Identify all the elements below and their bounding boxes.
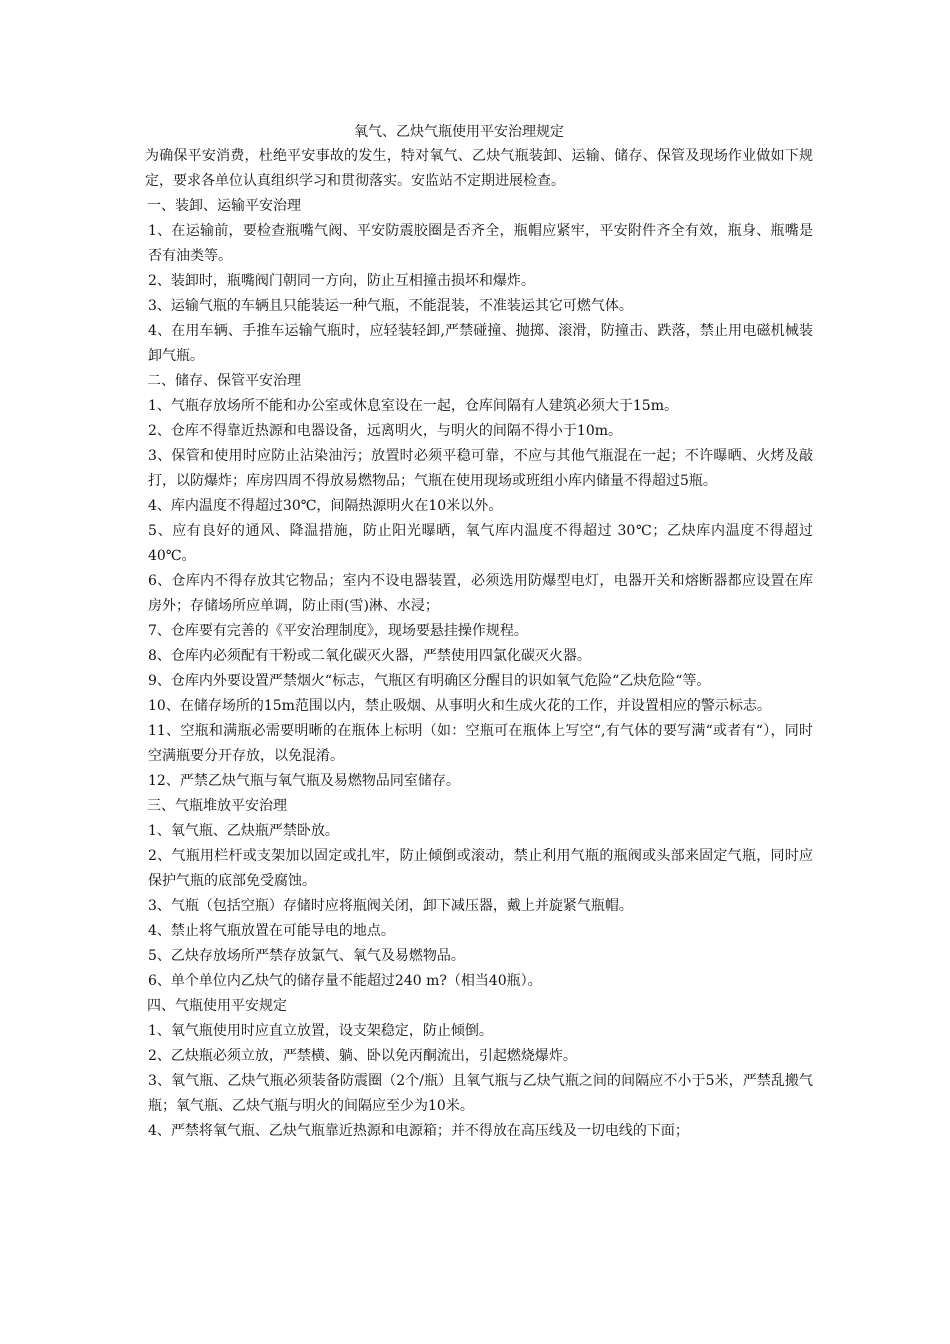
- section-2: [145, 369, 813, 794]
- list-item: 1、在运输前，要检查瓶嘴气阀、平安防震胶圈是否齐全，瓶帽应紧牢，平安附件齐全有效，瓶身、瓶嘴是否有油类等。: [148, 223, 813, 264]
- list-item: 9、仓库内外要设置严禁烟火“标志，气瓶区有明确区分醒目的识如氧气危险“乙炔危险“等。: [148, 673, 711, 689]
- list-item: 1、氧气瓶使用时应直立放置，设支架稳定，防止倾倒。: [148, 1023, 493, 1039]
- document-page: [145, 120, 813, 1144]
- list-item: 5、乙炔存放场所严禁存放氯气、氧气及易燃物品。: [148, 948, 465, 964]
- list-item: 8、仓库内必须配有干粉或二氧化碳灭火器，严禁使用四氯化碳灭火器。: [148, 648, 591, 664]
- list-item: 4、在用车辆、手推车运输气瓶时，应轻装轻卸,严禁碰撞、抛掷、滚滑，防撞击、跌落，禁止用电磁机械装卸气瓶。: [148, 323, 813, 364]
- list-item: 2、仓库不得靠近热源和电器设备，远离明火，与明火的间隔不得小于10m。: [148, 423, 622, 439]
- section-heading: 一、装卸、运输平安治理: [147, 198, 301, 214]
- document-title: 氧气、乙炔气瓶使用平安治理规定: [354, 124, 564, 140]
- section-heading: 四、气瓶使用平安规定: [147, 998, 287, 1014]
- list-item: 5、应有良好的通风、降温措施，防止阳光曝晒，氧气库内温度不得超过 30℃；乙炔库内温度不得超过40℃。: [148, 523, 813, 564]
- section-heading: 二、储存、保管平安治理: [147, 373, 301, 389]
- list-item: 6、仓库内不得存放其它物品；室内不设电器装置，必须选用防爆型电灯，电器开关和熔断器都应设置在库房外；存储场所应单调，防止雨(雪)淋、水浸；: [148, 573, 813, 614]
- section-1: [145, 194, 813, 369]
- list-item: 2、乙炔瓶必须立放，严禁横、躺、卧以免丙酮流出，引起燃烧爆炸。: [148, 1048, 577, 1064]
- list-item: 12、严禁乙炔气瓶与氧气瓶及易燃物品同室储存。: [148, 773, 460, 789]
- list-item: 3、保管和使用时应防止沾染油污；放置时必须平稳可靠，不应与其他气瓶混在一起；不许曝晒、火烤及敲打，以防爆炸；库房四周不得放易燃物品；气瓶在使用现场或班组小库内储量不得超过5瓶。: [148, 448, 813, 489]
- list-item: 2、气瓶用栏杆或支架加以固定或扎牢，防止倾倒或滚动，禁止利用气瓶的瓶阀或头部来固定气瓶，同时应保护气瓶的底部免受腐蚀。: [148, 848, 813, 889]
- list-item: 1、氧气瓶、乙炔瓶严禁卧放。: [148, 823, 339, 839]
- list-item: 1、气瓶存放场所不能和办公室或休息室设在一起，仓库间隔有人建筑必须大于15m。: [148, 398, 678, 414]
- list-item: 3、氧气瓶、乙炔气瓶必须装备防震圈（2个/瓶）且氧气瓶与乙炔气瓶之间的间隔应不小于5米，严禁乱搬气瓶；氧气瓶、乙炔气瓶与明火的间隔应至少为10米。: [148, 1073, 813, 1114]
- list-item: 6、单个单位内乙炔气的储存量不能超过240 m?（相当40瓶）。: [148, 973, 542, 989]
- section-3: [145, 794, 813, 994]
- section-heading: 三、气瓶堆放平安治理: [147, 798, 287, 814]
- list-item: 4、严禁将氧气瓶、乙炔气瓶靠近热源和电源箱；并不得放在高压线及一切电线的下面；: [148, 1123, 689, 1139]
- list-item: 2、装卸时，瓶嘴阀门朝同一方向，防止互相撞击损坏和爆炸。: [148, 273, 535, 289]
- list-item: 7、仓库要有完善的《平安治理制度》，现场要悬挂操作规程。: [148, 623, 528, 639]
- list-item: 11、空瓶和满瓶必需要明晰的在瓶体上标明（如：空瓶可在瓶体上写空“,有气体的要写满“或者有“），同时空满瓶要分开存放，以免混淆。: [148, 723, 813, 764]
- section-4: [145, 994, 813, 1144]
- list-item: 10、在储存场所的15m范围以内，禁止吸烟、从事明火和生成火花的工作，并设置相应的警示标志。: [148, 698, 771, 714]
- list-item: 3、运输气瓶的车辆且只能装运一种气瓶，不能混装，不准装运其它可燃气体。: [148, 298, 633, 314]
- list-item: 4、禁止将气瓶放置在可能导电的地点。: [148, 923, 395, 939]
- intro-paragraph: 为确保平安消费，杜绝平安事故的发生，特对氧气、乙炔气瓶装卸、运输、储存、保管及现场作业做如下规定，要求各单位认真组织学习和贯彻落实。安监站不定期进展检查。: [145, 148, 813, 189]
- list-item: 4、库内温度不得超过30℃，间隔热源明火在10米以外。: [148, 498, 503, 514]
- list-item: 3、气瓶（包括空瓶）存储时应将瓶阀关闭，卸下减压器，戴上并旋紧气瓶帽。: [148, 898, 633, 914]
